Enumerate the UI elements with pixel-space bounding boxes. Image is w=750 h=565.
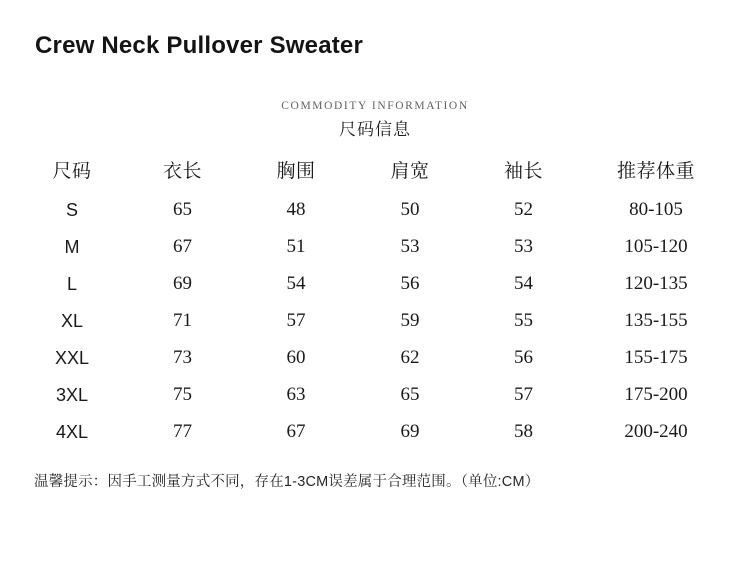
cell-length: 75	[173, 384, 192, 405]
table-header-row	[18, 152, 732, 192]
cell-shoulder: 53	[400, 236, 420, 257]
column-header-size: 尺码	[52, 161, 92, 182]
table-row	[18, 266, 732, 303]
size-table	[18, 152, 732, 451]
table-header	[18, 152, 732, 192]
cell-bust: 60	[286, 347, 306, 368]
section-heading	[0, 100, 750, 140]
cell-recommended-weight: 80-105	[629, 199, 683, 220]
cell-size: XL	[60, 310, 84, 331]
table-row	[18, 340, 732, 377]
column-header-shoulder: 肩宽	[390, 161, 430, 182]
cell-shoulder: 56	[400, 273, 420, 294]
cell-bust: 63	[286, 384, 306, 405]
cell-shoulder: 50	[400, 199, 420, 220]
cell-bust: 67	[286, 421, 306, 442]
cell-bust: 54	[286, 273, 306, 294]
table-row	[18, 192, 732, 229]
table-row	[18, 229, 732, 266]
cell-shoulder: 65	[400, 384, 420, 405]
cell-sleeve: 57	[514, 384, 533, 405]
cell-size: 4XL	[55, 421, 89, 442]
table-body	[18, 192, 732, 451]
column-header-length: 衣长	[162, 161, 202, 182]
cell-sleeve: 54	[514, 273, 533, 294]
cell-sleeve: 58	[514, 421, 533, 442]
cell-bust: 51	[286, 236, 306, 257]
cell-recommended-weight: 155-175	[624, 347, 688, 368]
cell-length: 67	[173, 236, 192, 257]
cell-recommended-weight: 200-240	[624, 421, 688, 442]
cell-length: 77	[173, 421, 192, 442]
cell-length: 69	[173, 273, 192, 294]
column-header-bust: 胸围	[276, 161, 316, 182]
measurement-note: 温馨提示：因手工测量方式不同，存在1-3CM误差属于合理范围。（单位:CM）	[34, 474, 540, 490]
cell-size: M	[64, 236, 80, 257]
cell-recommended-weight: 105-120	[624, 236, 688, 257]
column-header-recommended-weight: 推荐体重	[616, 161, 695, 182]
cell-sleeve: 55	[514, 310, 533, 331]
cell-length: 65	[173, 199, 192, 220]
cell-recommended-weight: 135-155	[624, 310, 688, 331]
cell-shoulder: 69	[400, 421, 420, 442]
cell-sleeve: 56	[514, 347, 533, 368]
cell-size: S	[65, 199, 78, 220]
cell-length: 71	[173, 310, 192, 331]
section-heading-chinese: 尺码信息	[339, 120, 411, 139]
column-header-sleeve: 袖长	[503, 161, 543, 182]
cell-size: XXL	[54, 347, 90, 368]
table-row	[18, 414, 732, 451]
cell-size: 3XL	[55, 384, 89, 405]
cell-bust: 48	[286, 199, 306, 220]
cell-sleeve: 52	[514, 199, 533, 220]
cell-bust: 57	[286, 310, 306, 331]
cell-recommended-weight: 175-200	[624, 384, 688, 405]
cell-length: 73	[173, 347, 192, 368]
page-title: Crew Neck Pullover Sweater	[35, 32, 364, 59]
cell-sleeve: 53	[514, 236, 533, 257]
table-row	[18, 303, 732, 340]
section-heading-english: COMMODITY INFORMATION	[281, 100, 469, 112]
cell-shoulder: 62	[400, 347, 420, 368]
table-row	[18, 377, 732, 414]
cell-shoulder: 59	[400, 310, 420, 331]
cell-size: L	[66, 273, 77, 294]
cell-recommended-weight: 120-135	[624, 273, 688, 294]
